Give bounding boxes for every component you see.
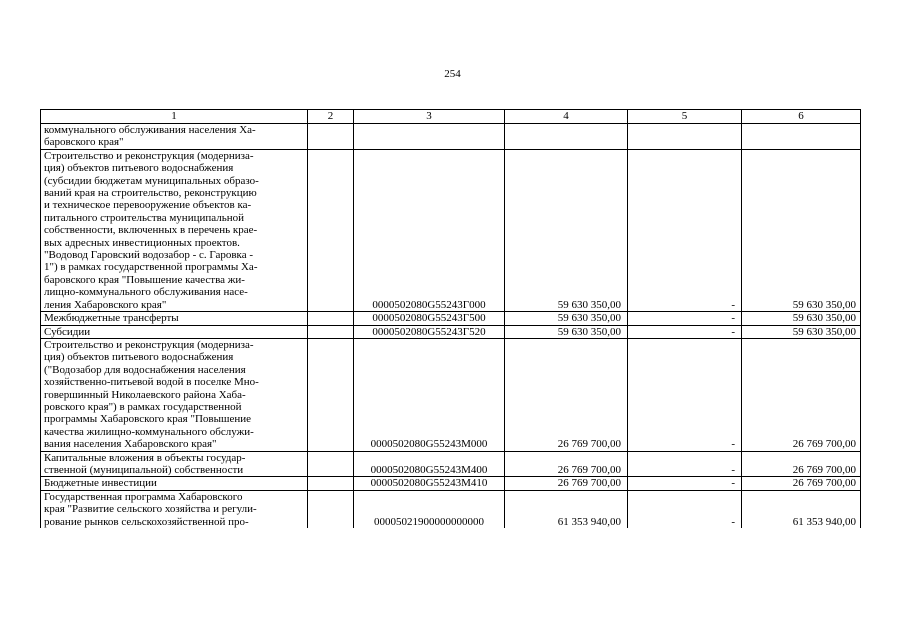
row-sum-col-6: 59 630 350,00	[742, 149, 861, 311]
row-code	[354, 124, 505, 150]
row-col-2	[308, 490, 354, 528]
row-description	[41, 477, 308, 490]
row-sum-col-5: -	[628, 149, 742, 311]
description-line: ция) объектов питьевого водоснабжения	[44, 162, 234, 175]
row-col-2	[308, 338, 354, 451]
row-col-2	[308, 312, 354, 325]
table-body	[41, 110, 861, 529]
description-line: (субсидии бюджетам муниципальных образо-	[44, 174, 259, 187]
row-sum-col-6	[742, 124, 861, 150]
row-sum-col-5: -	[628, 477, 742, 490]
row-sum-col-6: 59 630 350,00	[742, 325, 861, 338]
table-row	[41, 338, 861, 451]
description-line: Строительство и реконструкция (модерниза-	[44, 149, 254, 162]
description-line: Бюджетные инвестиции	[44, 477, 157, 490]
description-line: баровского края "Повышение качества жи-	[44, 273, 245, 286]
row-description	[41, 312, 308, 325]
description-line: ровского края") в рамках государственной	[44, 400, 242, 413]
table-row	[41, 325, 861, 338]
description-line: Государственная программа Хабаровского	[44, 490, 243, 503]
row-sum-col-4: 26 769 700,00	[505, 451, 628, 477]
description-line: и техническое перевооружение объектов ка-	[44, 199, 252, 212]
budget-table	[40, 109, 861, 528]
row-sum-col-5: -	[628, 338, 742, 451]
row-col-2	[308, 477, 354, 490]
row-col-2	[308, 325, 354, 338]
row-sum-col-4: 59 630 350,00	[505, 312, 628, 325]
page-number: 254	[444, 68, 461, 80]
description-line: Межбюджетные трансферты	[44, 312, 179, 325]
header-col-2: 2	[308, 110, 354, 124]
row-sum-col-5: -	[628, 325, 742, 338]
header-col-3: 3	[354, 110, 505, 124]
description-line: вания населения Хабаровского края"	[44, 438, 217, 451]
description-line: Субсидии	[44, 325, 91, 338]
row-sum-col-4: 26 769 700,00	[505, 477, 628, 490]
table-row	[41, 490, 861, 528]
row-description	[41, 338, 308, 451]
row-code: 0000502080G55243М400	[354, 451, 505, 477]
row-description	[41, 490, 308, 528]
description-line: Строительство и реконструкция (модерниза-	[44, 338, 254, 351]
row-description	[41, 325, 308, 338]
row-sum-col-5: -	[628, 490, 742, 528]
table-row	[41, 124, 861, 150]
row-description	[41, 149, 308, 311]
header-col-5: 5	[628, 110, 742, 124]
row-sum-col-4: 26 769 700,00	[505, 338, 628, 451]
description-line: ция) объектов питьевого водоснабжения	[44, 351, 234, 364]
description-line: ления Хабаровского края"	[44, 298, 167, 311]
header-col-6: 6	[742, 110, 861, 124]
row-description	[41, 451, 308, 477]
row-col-2	[308, 149, 354, 311]
row-sum-col-4	[505, 124, 628, 150]
description-line: рование рынков сельскохозяйственной про-	[44, 515, 249, 528]
table-header-row	[41, 110, 861, 124]
row-sum-col-5: -	[628, 312, 742, 325]
row-sum-col-6: 26 769 700,00	[742, 477, 861, 490]
table-row	[41, 451, 861, 477]
description-line: говершинный Николаевского района Хаба-	[44, 388, 246, 401]
description-line: собственности, включенных в перечень крае-	[44, 224, 258, 237]
table-row	[41, 312, 861, 325]
description-line: коммунального обслуживания населения Ха-	[44, 124, 256, 136]
table-row	[41, 477, 861, 490]
description-line: вых адресных инвестиционных проектов.	[44, 236, 240, 249]
row-sum-col-4: 61 353 940,00	[505, 490, 628, 528]
row-sum-col-4: 59 630 350,00	[505, 325, 628, 338]
description-line: края "Развитие сельского хозяйства и регули-	[44, 503, 257, 516]
row-col-2	[308, 451, 354, 477]
row-code: 00005021900000000000	[354, 490, 505, 528]
row-sum-col-6: 26 769 700,00	[742, 451, 861, 477]
description-line: программы Хабаровского края "Повышение	[44, 413, 251, 426]
description-line: хозяйственно-питьевой водой в поселке Мно-	[44, 376, 259, 389]
description-line: ("Водозабор для водоснабжения населения	[44, 363, 246, 376]
row-code: 0000502080G55243М000	[354, 338, 505, 451]
description-line: 1") в рамках государственной программы Ха-	[44, 261, 258, 274]
description-line: ственной (муниципальной) собственности	[44, 463, 244, 476]
row-description	[41, 124, 308, 150]
description-line: Капитальные вложения в объекты государ-	[44, 451, 246, 464]
table-row	[41, 149, 861, 311]
row-code: 0000502080G55243Г000	[354, 149, 505, 311]
row-sum-col-6: 59 630 350,00	[742, 312, 861, 325]
header-col-4: 4	[505, 110, 628, 124]
row-sum-col-4: 59 630 350,00	[505, 149, 628, 311]
description-line: качества жилищно-коммунального обслужи-	[44, 425, 254, 438]
description-line: лищно-коммунального обслуживания насе-	[44, 286, 248, 299]
row-code: 0000502080G55243Г500	[354, 312, 505, 325]
row-col-2	[308, 124, 354, 150]
row-sum-col-6: 61 353 940,00	[742, 490, 861, 528]
row-sum-col-5: -	[628, 451, 742, 477]
row-code: 0000502080G55243Г520	[354, 325, 505, 338]
description-line: питального строительства муниципальной	[44, 211, 245, 224]
description-line: баровского края"	[44, 136, 124, 149]
header-col-1: 1	[41, 110, 308, 124]
row-code: 0000502080G55243М410	[354, 477, 505, 490]
description-line: "Водовод Гаровский водозабор - с. Гаровка -	[44, 249, 254, 262]
description-line: ваний края на строительство, реконструкцию	[44, 187, 257, 200]
row-sum-col-6: 26 769 700,00	[742, 338, 861, 451]
row-sum-col-5	[628, 124, 742, 150]
